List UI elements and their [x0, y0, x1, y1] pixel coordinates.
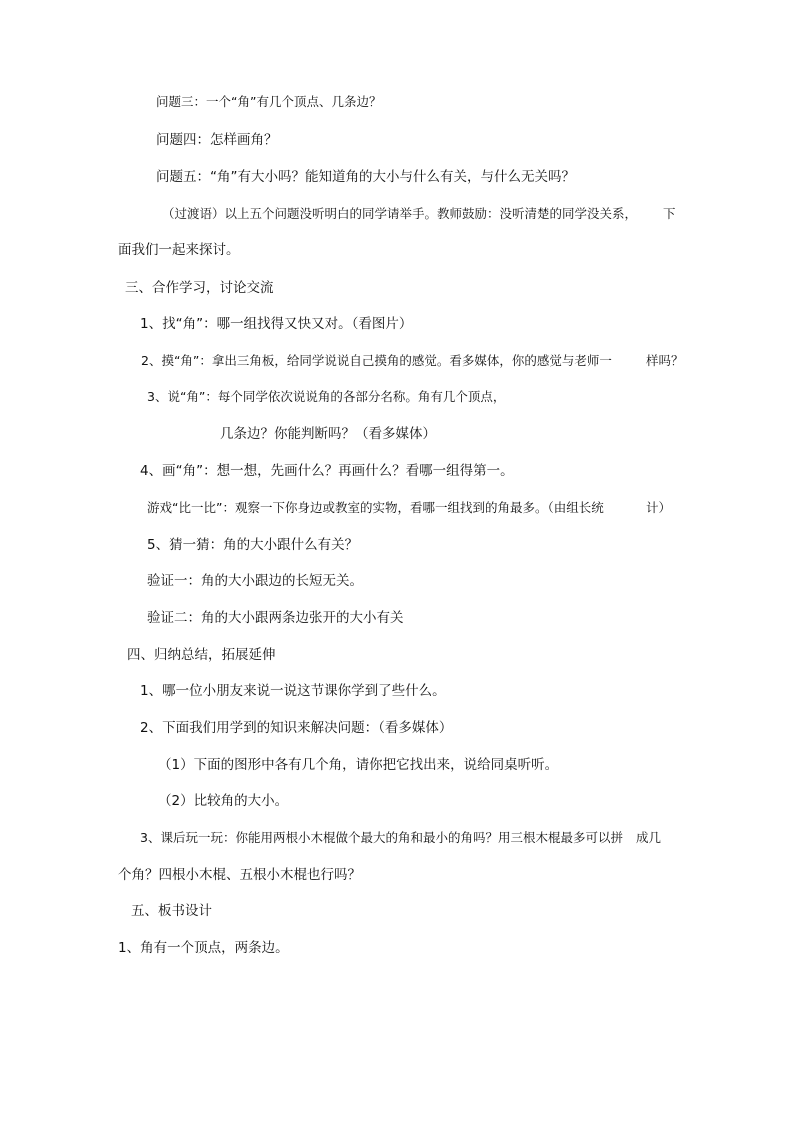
board-item-1: 1、角有一个顶点，两条边。	[118, 940, 289, 956]
item-3-4: 4、画“角”：想一想，先画什么？再画什么？看哪一组得第一。	[140, 463, 514, 479]
item-4-3: 3、课后玩一玩：你能用两根小木棍做个最大的角和最小的角吗？用三根木棍最多可以拼	[140, 830, 623, 845]
question-4: 问题四：怎样画角？	[156, 132, 278, 148]
item-4-1: 1、哪一位小朋友来说一说这节课你学到了些什么。	[140, 683, 446, 699]
transition-text-end: 下	[663, 206, 676, 221]
item-3-3: 3、说“角”：每个同学依次说说角的各部分名称。角有几个顶点，	[147, 389, 506, 404]
section-5-heading: 五、板书设计	[131, 903, 212, 919]
game-text-end: 计）	[646, 500, 672, 515]
item-3-2: 2、摸“角”：拿出三角板，给同学说说自己摸角的感觉。看多媒体，你的感觉与老师一	[141, 353, 612, 368]
item-4-2-2: （2）比较角的大小。	[158, 793, 289, 809]
question-5: 问题五：“角”有大小吗？能知道角的大小与什么有关，与什么无关吗？	[156, 169, 575, 185]
item-4-3-end: 成几	[636, 830, 662, 845]
item-3-3-cont: 几条边？你能判断吗？（看多媒体）	[220, 426, 436, 442]
transition-text: （过渡语）以上五个问题没听明白的同学请举手。教师鼓励：没听清楚的同学没关系，	[162, 206, 638, 221]
item-3-1: 1、找“角”：哪一组找得又快又对。（看图片）	[140, 316, 413, 332]
game-text: 游戏“比一比”：观察一下你身边或教室的实物，看哪一组找到的角最多。（由组长统	[147, 500, 604, 515]
verification-1: 验证一：角的大小跟边的长短无关。	[147, 573, 363, 589]
section-4-heading: 四、归纳总结，拓展延伸	[127, 647, 276, 663]
verification-2: 验证二：角的大小跟两条边张开的大小有关	[147, 610, 404, 626]
item-4-2: 2、下面我们用学到的知识来解决问题：（看多媒体）	[140, 720, 453, 736]
section-3-heading: 三、合作学习，讨论交流	[125, 280, 274, 296]
transition-text-cont: 面我们一起来探讨。	[118, 242, 240, 258]
item-4-3-cont: 个角？四根小木棍、五根小木棍也行吗？	[118, 867, 361, 883]
item-3-2-end: 样吗？	[646, 353, 684, 368]
item-3-5: 5、猜一猜：角的大小跟什么有关？	[147, 537, 359, 553]
question-3: 问题三：一个“角”有几个顶点、几条边？	[156, 94, 382, 109]
item-4-2-1: （1）下面的图形中各有几个角，请你把它找出来，说给同桌听听。	[158, 757, 559, 773]
